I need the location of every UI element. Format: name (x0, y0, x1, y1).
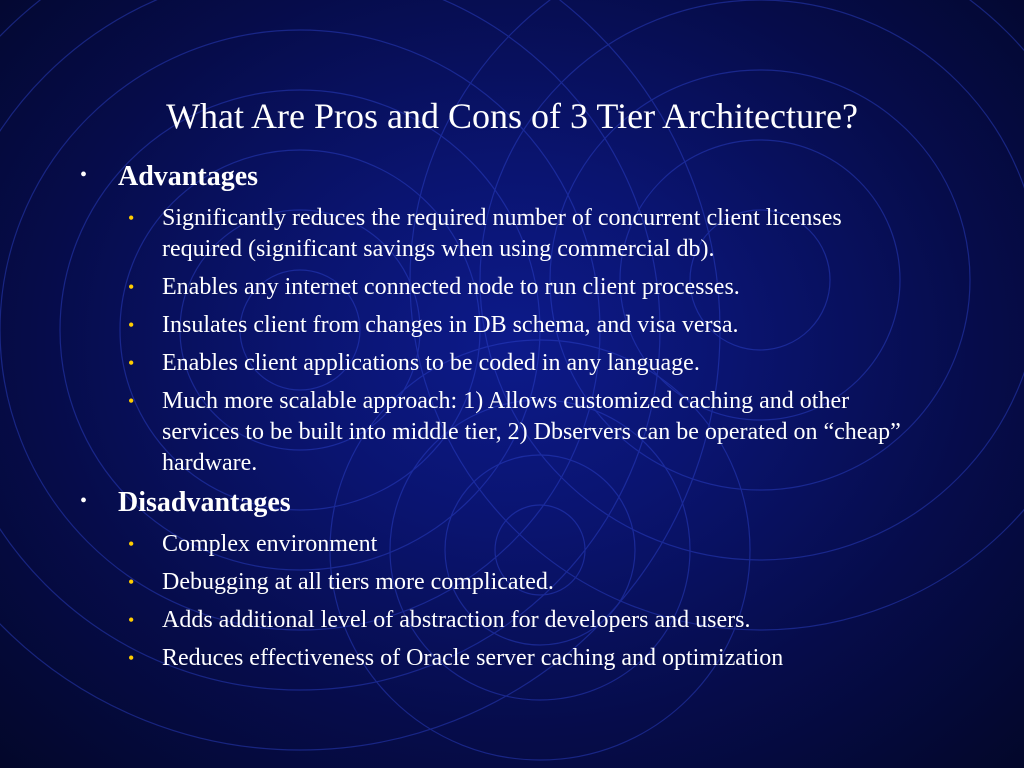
list-item (124, 386, 980, 479)
list-item (124, 272, 980, 303)
slide-title: What Are Pros and Cons of 3 Tier Architecture? (166, 96, 858, 136)
list-item-text: Adds additional level of abstraction for developers and users. (162, 607, 751, 633)
sub-bullet-icon: • (128, 315, 135, 335)
list-item (124, 348, 980, 379)
list-item (124, 643, 980, 674)
sub-bullet-icon: • (128, 277, 135, 297)
sub-bullet-icon: • (128, 648, 135, 668)
disadvantages-list (80, 529, 980, 674)
advantages-heading: Advantages (118, 161, 259, 192)
list-item-text: Significantly reduces the required number of concurrent client licenses required (significant savings when using commercial db). (162, 205, 842, 262)
list-item-text: Enables any internet connected node to run client processes. (162, 274, 740, 300)
sub-bullet-icon: • (128, 391, 135, 411)
list-item (124, 605, 980, 636)
sub-bullet-icon: • (128, 208, 135, 228)
list-item (124, 203, 980, 265)
sub-bullet-icon: • (128, 572, 135, 592)
sub-bullet-icon: • (128, 353, 135, 373)
list-item (124, 310, 980, 341)
advantages-section (80, 160, 980, 479)
list-item (124, 529, 980, 560)
disadvantages-section (80, 486, 980, 674)
advantages-list (80, 203, 980, 479)
sub-bullet-icon: • (128, 610, 135, 630)
list-item-text: Much more scalable approach: 1) Allows customized caching and other services to be built into middle tier, 2) Dbservers can be operated on “cheap” hardware. (162, 388, 901, 476)
sub-bullet-icon: • (128, 534, 135, 554)
list-item-text: Insulates client from changes in DB schema, and visa versa. (162, 312, 739, 338)
bullet-icon: • (80, 490, 88, 512)
list-item-text: Debugging at all tiers more complicated. (162, 569, 554, 595)
list-item (124, 567, 980, 598)
list-item-text: Reduces effectiveness of Oracle server caching and optimization (162, 645, 784, 671)
list-item-text: Complex environment (162, 531, 378, 557)
bullet-icon: • (80, 164, 88, 186)
list-item-text: Enables client applications to be coded in any language. (162, 350, 700, 376)
advantages-heading-row (80, 160, 980, 196)
disadvantages-heading: Disadvantages (118, 487, 291, 518)
disadvantages-heading-row (80, 486, 980, 522)
